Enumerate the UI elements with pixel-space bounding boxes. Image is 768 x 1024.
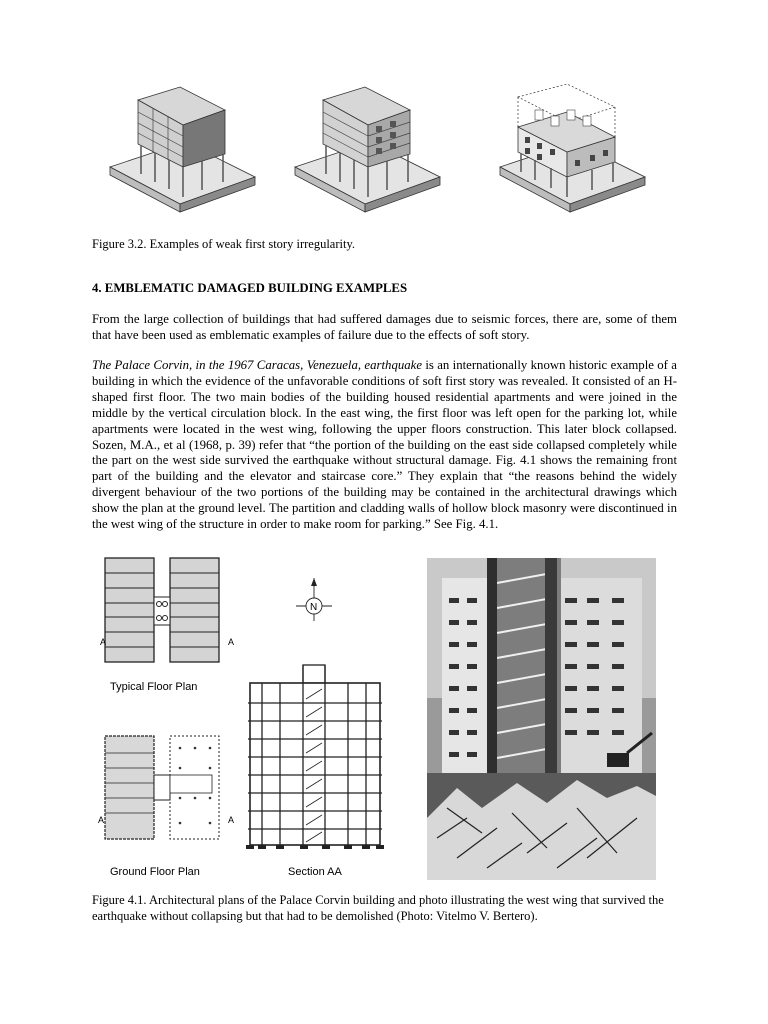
paragraph-lead-italic: The Palace Corvin, in the 1967 Caracas, Venezuela, earthquake (92, 358, 422, 372)
section-heading: 4. EMBLEMATIC DAMAGED BUILDING EXAMPLES (92, 281, 408, 295)
section-aa-label: Section AA (288, 866, 342, 878)
figure-4-1-caption: Figure 4.1. Architectural plans of the Palace Corvin building and photo illustrating the west wing that survived the earthquake without collapsing but that had to be demolished (Photo: Vitelmo V. Bertero). (92, 893, 664, 923)
section-mark-a-4: A (228, 815, 235, 825)
section-mark-a-1: A (100, 637, 107, 647)
ground-floor-plan (105, 736, 219, 839)
ground-floor-plan-label: Ground Floor Plan (110, 866, 200, 878)
building-1-drawing (110, 87, 255, 212)
architectural-plans-drawing (100, 553, 420, 883)
damaged-building-photo (427, 558, 656, 880)
north-arrow-icon (296, 578, 332, 621)
north-label: N (310, 602, 318, 613)
palace-corvin-paragraph (92, 358, 677, 533)
paragraph-body: is an internationally known historic example of a building in which the evidence of the unfavorable conditions of soft first story was revealed. It consisted of an H-shaped first floor. The two main bodies of the building housed residential apartments and were joined in the middle by the vertical circulation block. In the east wing, the first floor was left open for the parking lot, while apartments were located in the west wing, following the upper floors construction. This later block collapsed. Sozen, M.A., et al (1968, p. 39) refer that “the portion of the building on the east side collapsed completely while the part on the west side survived the earthquake without structural damage. Fig. 4.1 shows the remaining front part of the building and the elevator and staircase core.” They explain that “the reasons behind the widely divergent behaviour of the two portions of the building may be contained in the architectural drawings which show the plan at the ground level. The partition and cladding walls of hollow block masonry were discontinued in the west wing of the structure in order to make room for parking.” See Fig. 4.1. (92, 358, 677, 532)
typical-floor-plan (105, 558, 219, 662)
section-mark-a-3: A (98, 815, 105, 825)
typical-floor-plan-label: Typical Floor Plan (110, 681, 198, 693)
building-3-drawing (500, 84, 645, 212)
section-mark-a-2: A (228, 637, 235, 647)
figure-3-2-illustration (105, 82, 665, 227)
figure-3-2-caption: Figure 3.2. Examples of weak first story irregularity. (92, 237, 356, 251)
building-2-drawing (295, 87, 440, 212)
intro-paragraph: From the large collection of buildings that had suffered damages due to seismic forces, there are, some of them that have been used as emblematic examples of failure due to the effects of soft story. (92, 312, 677, 342)
section-aa-drawing (246, 665, 384, 849)
